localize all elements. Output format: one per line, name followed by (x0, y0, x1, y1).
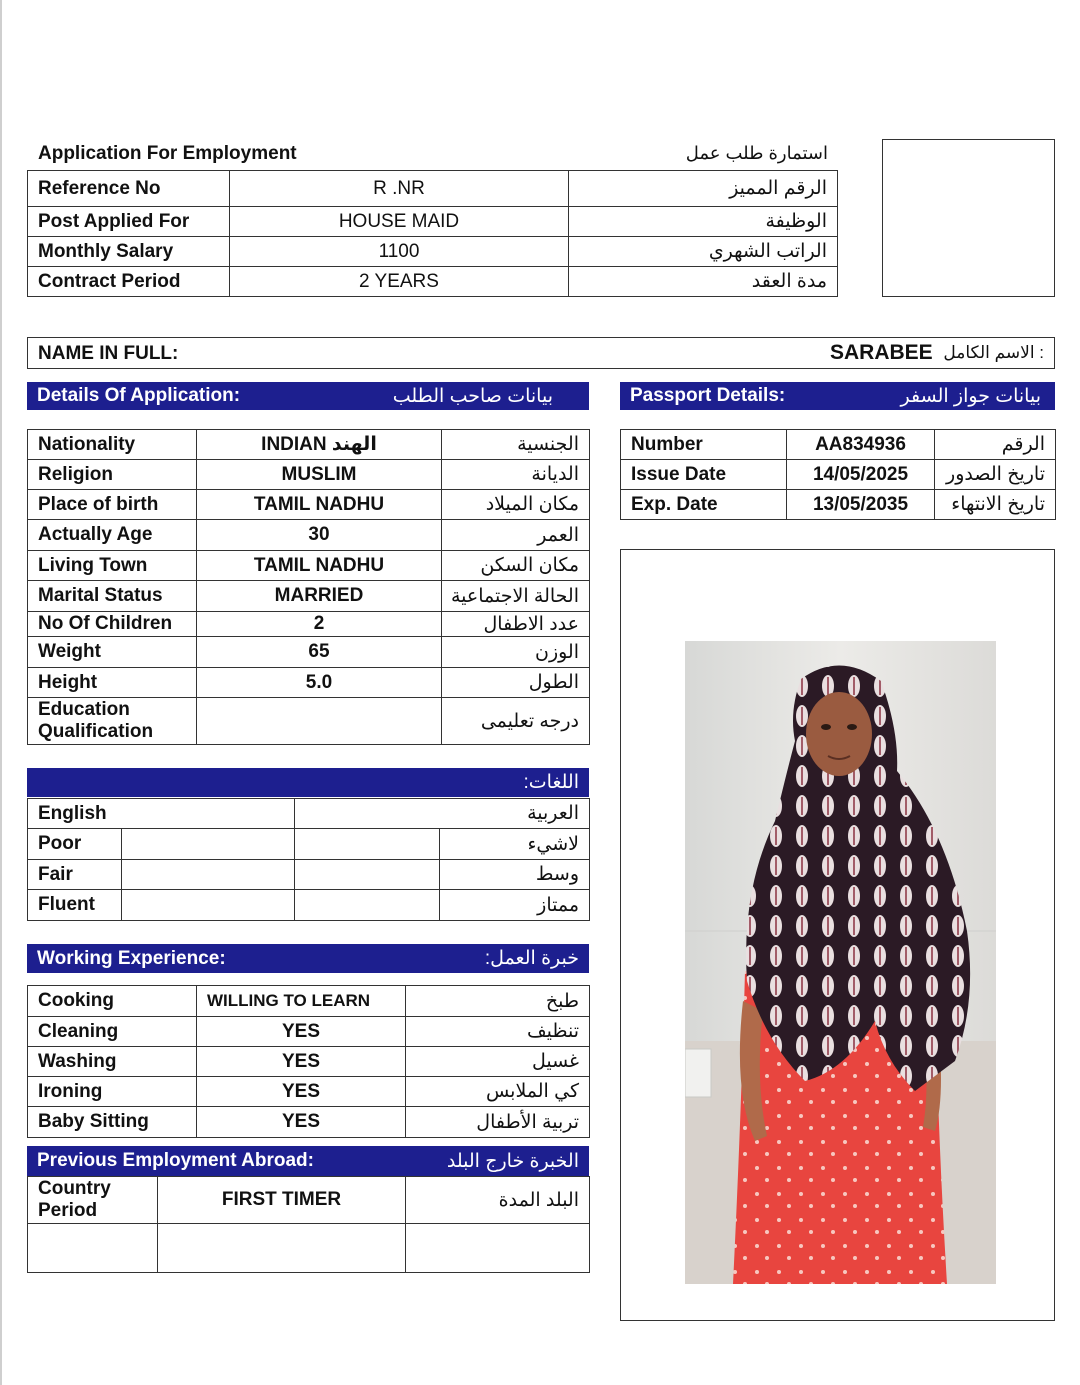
table-row (28, 551, 590, 581)
cleaning-label-ar: تنظيف (406, 1017, 590, 1047)
weight-label: Weight (28, 637, 197, 668)
salary-label: Monthly Salary (28, 237, 230, 267)
post-label-ar: الوظيفة (569, 207, 838, 237)
issue-date-label: Issue Date (621, 460, 787, 490)
table-row (28, 171, 838, 207)
table-row (28, 207, 838, 237)
children-value: 2 (197, 612, 442, 637)
table-row (28, 637, 590, 668)
height-label: Height (28, 668, 197, 698)
table-row (621, 430, 1056, 460)
country-period-label (28, 1177, 158, 1224)
full-name-label: NAME IN FULL: (38, 343, 179, 364)
cooking-value: WILLING TO LEARN (197, 986, 406, 1017)
languages-title-ar: اللغات: (523, 772, 579, 793)
details-title-ar: بيانات صاحب الطلب (392, 385, 553, 407)
contract-value: 2 YEARS (230, 267, 569, 297)
application-title: Application For Employment (38, 143, 297, 164)
cooking-label-ar: طبخ (406, 986, 590, 1017)
abroad-table (27, 1176, 590, 1273)
religion-label: Religion (28, 460, 197, 490)
weight-label-ar: الوزن (442, 637, 590, 668)
birthplace-value: TAMIL NADHU (197, 490, 442, 520)
salary-value: 1100 (230, 237, 569, 267)
application-title-ar: استمارة طلب عمل (685, 143, 828, 163)
table-row (28, 237, 838, 267)
exp-date-label: Exp. Date (621, 490, 787, 520)
table-row (28, 860, 590, 890)
education-label-line1: Education (38, 699, 130, 720)
washing-label: Washing (28, 1047, 197, 1077)
living-town-value: TAMIL NADHU (197, 551, 442, 581)
height-value: 5.0 (197, 668, 442, 698)
job-info-table (27, 170, 838, 297)
experience-table (27, 985, 590, 1138)
religion-label-ar: الديانة (442, 460, 590, 490)
education-value (197, 698, 442, 745)
fluent-label-ar: ممتاز (440, 890, 590, 921)
salary-label-ar: الراتب الشهري (569, 237, 838, 267)
cooking-label: Cooking (28, 986, 197, 1017)
poor-arabic-cell (295, 829, 440, 860)
languages-header-bar (27, 768, 589, 797)
nationality-label-ar: الجنسية (442, 430, 590, 460)
table-row (28, 430, 590, 460)
children-label: No Of Children (28, 612, 197, 637)
table-row (28, 1107, 590, 1138)
applicant-photo-illustration (685, 641, 996, 1284)
marital-label: Marital Status (28, 581, 197, 612)
abroad-value: FIRST TIMER (158, 1177, 406, 1224)
experience-title: Working Experience: (37, 947, 226, 969)
details-table (27, 429, 590, 745)
table-row (28, 799, 590, 829)
nationality-value: INDIAN الهند (197, 430, 442, 460)
table-row (28, 1047, 590, 1077)
passport-number-label: Number (621, 430, 787, 460)
passport-number-value: AA834936 (787, 430, 935, 460)
reference-label-ar: الرقم المميز (569, 171, 838, 207)
post-value: HOUSE MAID (230, 207, 569, 237)
post-label: Post Applied For (28, 207, 230, 237)
education-label-line2: Qualification (38, 721, 154, 742)
living-town-label: Living Town (28, 551, 197, 581)
abroad-header-bar (27, 1146, 589, 1176)
experience-title-ar: خبرة العمل: (484, 948, 579, 969)
washing-value: YES (197, 1047, 406, 1077)
contract-label-ar: مدة العقد (569, 267, 838, 297)
passport-title-ar: بيانات جواز السفر (900, 385, 1041, 407)
fair-english-cell (122, 860, 295, 890)
exp-date-label-ar: تاريخ الانتهاء (935, 490, 1056, 520)
age-label-ar: العمر (442, 520, 590, 551)
fluent-english-cell (122, 890, 295, 921)
table-row (621, 490, 1056, 520)
applicant-photo (685, 641, 996, 1284)
babysitting-label-ar: تربية الأطفال (406, 1107, 590, 1138)
table-row (28, 1177, 590, 1224)
full-name-row (27, 337, 1055, 369)
fair-arabic-cell (295, 860, 440, 890)
age-value: 30 (197, 520, 442, 551)
table-row (28, 581, 590, 612)
experience-header-bar (27, 944, 589, 973)
table-row (28, 698, 590, 745)
height-label-ar: الطول (442, 668, 590, 698)
poor-english-cell (122, 829, 295, 860)
table-row (28, 890, 590, 921)
ironing-label: Ironing (28, 1077, 197, 1107)
passport-table (620, 429, 1056, 520)
small-photo-box (882, 139, 1055, 297)
details-title: Details Of Application: (37, 385, 241, 406)
washing-label-ar: غسيل (406, 1047, 590, 1077)
table-row (28, 612, 590, 637)
empty-cell (406, 1224, 590, 1273)
country-label: Country (38, 1178, 111, 1199)
reference-label: Reference No (28, 171, 230, 207)
table-row (28, 267, 838, 297)
birthplace-label: Place of birth (28, 490, 197, 520)
education-label-ar: درجه تعليمى (442, 698, 590, 745)
age-label: Actually Age (28, 520, 197, 551)
issue-date-value: 14/05/2025 (787, 460, 935, 490)
abroad-label-ar: البلد المدة (406, 1177, 590, 1224)
empty-cell (158, 1224, 406, 1273)
living-town-label-ar: مكان السكن (442, 551, 590, 581)
reference-value: R .NR (230, 171, 569, 207)
babysitting-value: YES (197, 1107, 406, 1138)
table-row (28, 490, 590, 520)
english-label: English (28, 799, 295, 829)
table-row (28, 460, 590, 490)
weight-value: 65 (197, 637, 442, 668)
empty-cell (28, 1224, 158, 1273)
table-row (621, 460, 1056, 490)
full-name-value: SARABEE (830, 341, 933, 364)
marital-label-ar: الحالة الاجتماعية (442, 581, 590, 612)
table-row (28, 668, 590, 698)
table-row (28, 829, 590, 860)
poor-label: Poor (28, 829, 122, 860)
abroad-title-ar: الخبرة خارج البلد (446, 1150, 579, 1172)
babysitting-label: Baby Sitting (28, 1107, 197, 1138)
fluent-label: Fluent (28, 890, 122, 921)
ironing-value: YES (197, 1077, 406, 1107)
period-label: Period (38, 1200, 98, 1221)
exp-date-value: 13/05/2035 (787, 490, 935, 520)
table-row (28, 520, 590, 551)
fair-label-ar: وسط (440, 860, 590, 890)
abroad-title: Previous Employment Abroad: (37, 1150, 314, 1171)
birthplace-label-ar: مكان الميلاد (442, 490, 590, 520)
poor-label-ar: لاشيء (440, 829, 590, 860)
nationality-label: Nationality (28, 430, 197, 460)
education-label (28, 698, 197, 745)
cleaning-value: YES (197, 1017, 406, 1047)
table-row (28, 1077, 590, 1107)
issue-date-label-ar: تاريخ الصدور (935, 460, 1056, 490)
marital-value: MARRIED (197, 581, 442, 612)
table-row (28, 986, 590, 1017)
contract-label: Contract Period (28, 267, 230, 297)
fair-label: Fair (28, 860, 122, 890)
table-row (28, 1017, 590, 1047)
languages-table (27, 798, 590, 921)
children-label-ar: عدد الاطفال (442, 612, 590, 637)
ironing-label-ar: كي الملابس (406, 1077, 590, 1107)
details-header-bar (27, 382, 589, 410)
passport-number-label-ar: الرقم (935, 430, 1056, 460)
table-row (28, 1224, 590, 1273)
religion-value: MUSLIM (197, 460, 442, 490)
full-name-label-ar: : الاسم الكامل (943, 343, 1044, 362)
passport-header-bar (620, 382, 1055, 410)
cleaning-label: Cleaning (28, 1017, 197, 1047)
fluent-arabic-cell (295, 890, 440, 921)
passport-title: Passport Details: (630, 385, 786, 406)
arabic-label: العربية (295, 799, 590, 829)
page-edge (0, 0, 2, 1385)
